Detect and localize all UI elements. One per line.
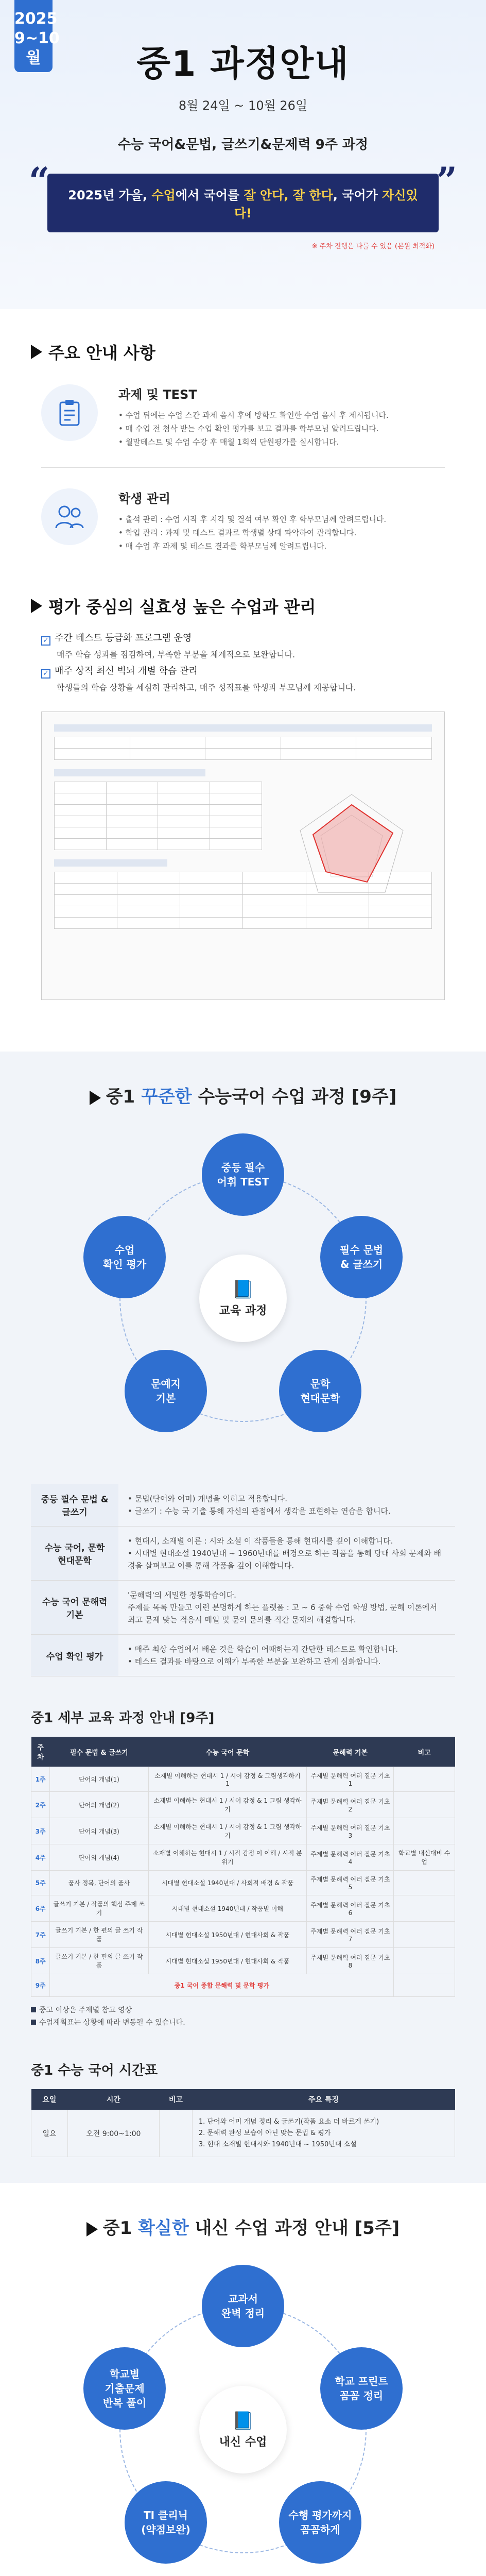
table-cell: 오전 9:00~1:00 bbox=[67, 2110, 159, 2157]
column-header: 주차 bbox=[31, 1737, 50, 1767]
cycle-node-grammar: 필수 문법 & 글쓰기 bbox=[320, 1216, 403, 1298]
note-item bbox=[31, 2016, 455, 2029]
cycle-center bbox=[199, 2386, 287, 2473]
course-title-accent: 꾸준한 bbox=[141, 1087, 192, 1107]
column-header: 시간 bbox=[67, 2089, 159, 2110]
naesin-cycle-diagram bbox=[73, 2260, 413, 2576]
bullet-icon bbox=[31, 2007, 36, 2012]
guide-item-line: • 매 수업 전 첨삭 받는 수업 확인 평가를 보고 결과를 학부모님 알려드립니다. bbox=[118, 424, 379, 433]
people-icon bbox=[41, 488, 98, 545]
table-cell: 주제별 문해력 여러 질문 기초 2 bbox=[307, 1792, 394, 1818]
guide-title bbox=[31, 340, 455, 364]
eval-check-sub: 학생들의 학습 상황을 세심히 관리하고, 매주 성적표를 학생과 부모님께 제공합니다. bbox=[57, 683, 356, 692]
schedule-notes bbox=[31, 2004, 455, 2029]
cycle-node-print: 학교 프린트 꼼꼼 정리 bbox=[320, 2347, 403, 2430]
table-cell: 2주 bbox=[31, 1792, 50, 1818]
table-row bbox=[31, 1767, 455, 1792]
open-quote-icon: “ bbox=[29, 159, 50, 202]
guide-item-student bbox=[31, 488, 455, 553]
book-icon: 📘 bbox=[232, 1279, 254, 1300]
table-cell: 주제별 문해력 여러 질문 기초 3 bbox=[307, 1818, 394, 1844]
book-icon: 📘 bbox=[232, 2410, 254, 2431]
slogan-highlight-2: 잘 안다, 잘 한다 bbox=[244, 188, 333, 202]
slogan-part-b: 에서 국어를 bbox=[175, 188, 244, 202]
feature-value: • 문법(단어와 어미) 개념을 익히고 적용합니다. • 글쓰기 : 수능 국 기출 통해 자신의 관점에서 생각을 표현하는 연습을 합니다. bbox=[118, 1484, 455, 1527]
eval-title bbox=[31, 594, 455, 618]
table-cell: 9주 bbox=[31, 1974, 50, 1997]
cycle-node-literature: 문학 현대문학 bbox=[279, 1350, 361, 1432]
slogan-highlight-1: 수업 bbox=[151, 188, 176, 202]
table-header-row bbox=[31, 1737, 455, 1767]
table-cell: 8주 bbox=[31, 1948, 50, 1974]
table-cell: 단어의 개념(3) bbox=[50, 1818, 148, 1844]
badge-year: 2025 bbox=[14, 10, 58, 28]
close-quote-icon: ” bbox=[436, 159, 457, 202]
guide-item-line: • 수업 뒤에는 수업 스칸 과제 음시 후에 방학도 확인한 수업 음시 후 제시됩니다. bbox=[118, 411, 389, 420]
table-cell: 5주 bbox=[31, 1871, 50, 1895]
eval-check-text: 주간 테스트 등급화 프로그램 운영 bbox=[55, 633, 192, 643]
table-header-row bbox=[31, 2089, 455, 2110]
table-cell: 7주 bbox=[31, 1922, 50, 1948]
table-row bbox=[31, 1844, 455, 1871]
table-cell bbox=[394, 1948, 455, 1974]
eval-check-sub: 매주 학습 성과를 점검하여, 부족한 부분을 체계적으로 보완합니다. bbox=[57, 650, 296, 659]
guide-item-homework bbox=[31, 384, 455, 449]
table-cell: 일요 bbox=[31, 2110, 68, 2157]
note-text: 중고 이상은 주제별 참고 영상 bbox=[39, 2006, 132, 2014]
table-cell bbox=[394, 1767, 455, 1792]
cycle-center-label: 교육 과정 bbox=[219, 1304, 267, 1317]
cycle-node-check: 수업 확인 평가 bbox=[83, 1216, 166, 1298]
eval-list bbox=[31, 630, 455, 696]
guide-item-title: 과제 및 TEST bbox=[118, 387, 197, 402]
report-header-bar bbox=[54, 859, 167, 867]
table-cell: 단어의 개념(1) bbox=[50, 1767, 148, 1792]
column-header: 문해력 기본 bbox=[307, 1737, 394, 1767]
time1-title: 중1 수능 국어 시간표 bbox=[31, 2063, 158, 2078]
table-row bbox=[31, 1792, 455, 1818]
slogan-highlight-3: 자신있다! bbox=[234, 188, 418, 221]
clipboard-icon bbox=[41, 384, 98, 441]
table-cell: 시대별 현대소설 1950년대 / 현대사회 & 작품 bbox=[148, 1922, 307, 1948]
table-cell: 4주 bbox=[31, 1844, 50, 1871]
table-cell: 3주 bbox=[31, 1818, 50, 1844]
table-row bbox=[31, 1484, 455, 1527]
triangle-icon bbox=[31, 599, 42, 613]
triangle-icon bbox=[86, 2222, 98, 2236]
table-cell: 소재별 이해하는 현대시 1 / 시어 감정 & 그림생각하기 1 bbox=[148, 1767, 307, 1792]
table-cell: 주제별 문해력 여러 질문 기초 7 bbox=[307, 1922, 394, 1948]
table-row bbox=[31, 1581, 455, 1635]
table-cell bbox=[394, 1871, 455, 1895]
schedule-title: 중1 세부 교육 과정 안내 [9주] bbox=[31, 1710, 215, 1726]
schedule-body bbox=[31, 1767, 455, 1997]
cycle-center bbox=[199, 1255, 287, 1342]
radar-chart-icon bbox=[290, 789, 413, 903]
table-cell bbox=[159, 2110, 192, 2157]
table-cell: 주제별 문해력 여러 질문 기초 4 bbox=[307, 1844, 394, 1871]
column-header: 주요 특징 bbox=[192, 2089, 455, 2110]
eval-check-item bbox=[41, 663, 455, 680]
table-cell: 소재별 이해하는 현대시 1 / 시어 감정 & 1 그림 생각하기 bbox=[148, 1818, 307, 1844]
table-row bbox=[31, 2110, 455, 2157]
course-feature-table bbox=[31, 1484, 455, 1676]
feature-value: • 현대시, 소재별 이론 : 시와 소설 이 작품들을 통해 현대시를 깊이 이해합니다. • 시대별 현대소설 1940년대 ~ 1960년대를 배경으로 하는 작품을 통해 당대 사회 문제와 배경을 살펴보고 이를 통해 작품을 깊이 이해합니다. bbox=[118, 1527, 455, 1581]
guide-item-title: 학생 관리 bbox=[118, 492, 171, 506]
feature-key: 중등 필수 문법 & 글쓰기 bbox=[31, 1484, 118, 1527]
course-subject: 수능 국어&문법, 글쓰기&문제력 9주 과정 bbox=[117, 137, 369, 152]
report-table-2 bbox=[54, 782, 262, 850]
report-header-bar bbox=[54, 769, 205, 776]
table-cell: 소재별 이해하는 현대시 1 / 시어 감정 & 1 그림 생각하기 bbox=[148, 1792, 307, 1818]
report-table-1 bbox=[54, 737, 432, 760]
guide-item-body bbox=[118, 488, 386, 553]
table-cell: 시대별 현대소설 1940년대 / 작품별 이해 bbox=[148, 1895, 307, 1922]
table-cell: 글쓰기 기본 / 한 편의 글 쓰기 작품 bbox=[50, 1948, 148, 1974]
cycle-node-literacy: 문예지 기본 bbox=[125, 1350, 207, 1432]
feature-key: 수능 국어, 문학 현대문학 bbox=[31, 1527, 118, 1581]
cycle-node-textbook: 교과서 완벽 정리 bbox=[202, 2265, 284, 2347]
column-header: 비고 bbox=[159, 2089, 192, 2110]
badge-months: 9~10월 bbox=[14, 29, 60, 67]
guide-item-line: • 학업 관리 : 과제 및 테스트 결과로 학생별 상태 파악하여 관리합니다. bbox=[118, 528, 357, 537]
hero-note: ※ 주차 진행은 다를 수 있음 (본원 최적화) bbox=[311, 243, 435, 250]
check-icon: ✓ bbox=[41, 636, 50, 646]
course-title-b: 수능국어 수업 과정 [9주] bbox=[192, 1087, 397, 1107]
table-cell bbox=[394, 1974, 455, 1997]
eval-section bbox=[0, 563, 486, 1010]
column-header: 수능 국어 문학 bbox=[148, 1737, 307, 1767]
cycle-center-label: 내신 수업 bbox=[219, 2435, 267, 2449]
eval-title-text: 평가 중심의 실효성 높은 수업과 관리 bbox=[48, 597, 316, 617]
cycle-node-past-exams: 학교별 기출문제 반복 풀이 bbox=[83, 2347, 166, 2430]
guide-item-line: • 매 수업 후 과제 및 테스트 결과를 학부모님께 알려드립니다. bbox=[118, 541, 327, 551]
column-header: 필수 문법 & 글쓰기 bbox=[50, 1737, 148, 1767]
table-cell bbox=[394, 1792, 455, 1818]
eval-check-text: 매주 상적 최신 빅뇌 개별 학습 관리 bbox=[55, 666, 198, 676]
table-cell bbox=[394, 1818, 455, 1844]
table-row bbox=[31, 1635, 455, 1676]
table-row bbox=[31, 1948, 455, 1974]
table-cell: 단어의 개념(4) bbox=[50, 1844, 148, 1871]
guide-section bbox=[0, 309, 486, 563]
slogan-part-c: , 국어가 bbox=[333, 188, 383, 202]
table-cell: 1. 단어와 어미 개념 정리 & 글쓰기(작품 요소 더 바르게 쓰기) 2. 문해력 완성 보습이 아닌 맞는 문법 & 평가 3. 현대 소재별 현대시와 1940년대 ~ 1950년대 소설 bbox=[192, 2110, 455, 2157]
note-item bbox=[31, 2004, 455, 2016]
column-header: 요일 bbox=[31, 2089, 68, 2110]
table-cell: 단어의 개념(2) bbox=[50, 1792, 148, 1818]
table-cell: 중1 국어 종합 문해력 및 문학 평가 bbox=[50, 1974, 394, 1997]
column-header: 비고 bbox=[394, 1737, 455, 1767]
bullet-icon bbox=[31, 2020, 36, 2025]
sample-report-image bbox=[41, 711, 445, 1000]
table-cell bbox=[394, 1895, 455, 1922]
course-section bbox=[0, 1052, 486, 2183]
table-row bbox=[31, 1974, 455, 1997]
table-cell: 1주 bbox=[31, 1767, 50, 1792]
cycle-node-clinic: TI 클리닉 (약점보완) bbox=[125, 2481, 207, 2564]
hero bbox=[0, 0, 486, 309]
triangle-icon bbox=[90, 1091, 101, 1105]
table-row bbox=[31, 1527, 455, 1581]
triangle-icon bbox=[31, 345, 42, 359]
eval-check-item bbox=[41, 630, 455, 647]
table-cell: 학교별 내신대비 수업 bbox=[394, 1844, 455, 1871]
table-cell: 품사 정복, 단어의 품사 bbox=[50, 1871, 148, 1895]
cycle-node-vocab: 중등 필수 어휘 TEST bbox=[202, 1133, 284, 1216]
feature-key: 수업 확인 평가 bbox=[31, 1635, 118, 1676]
table-cell: 6주 bbox=[31, 1895, 50, 1922]
table-cell: 주제별 문해력 여러 질문 기초 6 bbox=[307, 1895, 394, 1922]
table-cell: 주제별 문해력 여러 질문 기초 8 bbox=[307, 1948, 394, 1974]
report-header-bar bbox=[54, 724, 432, 732]
cycle-node-performance: 수행 평가까지 꼼꼼하게 bbox=[279, 2481, 361, 2564]
note-text: 수업계획표는 상황에 따라 변동될 수 있습니다. bbox=[39, 2019, 185, 2027]
naesin-title bbox=[0, 2214, 486, 2239]
feature-value: '문해력'의 세밀한 정통학습이다. 주제를 목록 만들고 이런 분명하게 하는 플랫폼 : 고 ~ 6 중학 수업 학생 방법, 문해 이론에서 최고 문제 맞는 적응시 매일 및 문의 문의를 직간 문제의 해결합니다. bbox=[118, 1581, 455, 1635]
course-title-a: 중1 bbox=[106, 1087, 142, 1107]
slogan-part-a: 2025년 가을, bbox=[68, 188, 152, 202]
naesin-title-accent: 확실한 bbox=[138, 2218, 189, 2239]
table-row bbox=[31, 1818, 455, 1844]
table-cell: 주제별 문해력 여러 질문 기초 1 bbox=[307, 1767, 394, 1792]
guide-item-line: • 출석 관리 : 수업 시작 후 지각 및 결석 여부 확인 후 학부모님께 알려드립니다. bbox=[118, 515, 387, 524]
table-cell: 시대별 현대소설 1940년대 / 사회적 배경 & 작품 bbox=[148, 1871, 307, 1895]
naesin-title-a: 중1 bbox=[102, 2218, 138, 2239]
course-dates: 8월 24일 ~ 10월 26일 bbox=[178, 98, 308, 113]
table-row bbox=[31, 1895, 455, 1922]
naesin-section bbox=[0, 2183, 486, 2576]
table-cell: 글쓰기 기본 / 작품의 핵심 주제 쓰기 bbox=[50, 1895, 148, 1922]
page-title: 중1 과정안내 bbox=[136, 44, 350, 84]
schedule-table bbox=[31, 1737, 455, 1997]
table-cell bbox=[394, 1922, 455, 1948]
table-row bbox=[31, 1871, 455, 1895]
feature-key: 수능 국어 문해력 기본 bbox=[31, 1581, 118, 1635]
course-title bbox=[0, 1082, 486, 1108]
table-row bbox=[31, 1922, 455, 1948]
naesin-title-b: 내신 수업 과정 안내 [5주] bbox=[188, 2218, 400, 2239]
guide-item-body bbox=[118, 384, 389, 449]
table-cell: 시대별 현대소설 1950년대 / 현대사회 & 작품 bbox=[148, 1948, 307, 1974]
guide-item-line: • 월말테스트 및 수업 수강 후 매월 1회씩 단원평가를 실시합니다. bbox=[118, 437, 339, 447]
table-cell: 글쓰기 기본 / 한 편의 글 쓰기 작품 bbox=[50, 1922, 148, 1948]
feature-value: • 매주 최상 수업에서 배운 것을 학습이 어때하는지 간단한 테스트로 확인합니다. • 테스트 결과를 바탕으로 이해가 부족한 부분을 보완하고 관계 심화합니다. bbox=[118, 1635, 455, 1676]
term-badge bbox=[14, 0, 60, 72]
table-cell: 주제별 문해력 여러 질문 기초 5 bbox=[307, 1871, 394, 1895]
divider bbox=[41, 467, 445, 468]
guide-title-text: 주요 안내 사항 bbox=[48, 343, 155, 363]
course-cycle-diagram bbox=[73, 1128, 413, 1468]
slogan-box bbox=[29, 159, 457, 232]
table-cell: 소재별 이해하는 현대시 1 / 시적 감정 이 이해 / 시적 분위기 bbox=[148, 1844, 307, 1871]
time1-table bbox=[31, 2089, 455, 2157]
check-icon: ✓ bbox=[41, 669, 50, 679]
